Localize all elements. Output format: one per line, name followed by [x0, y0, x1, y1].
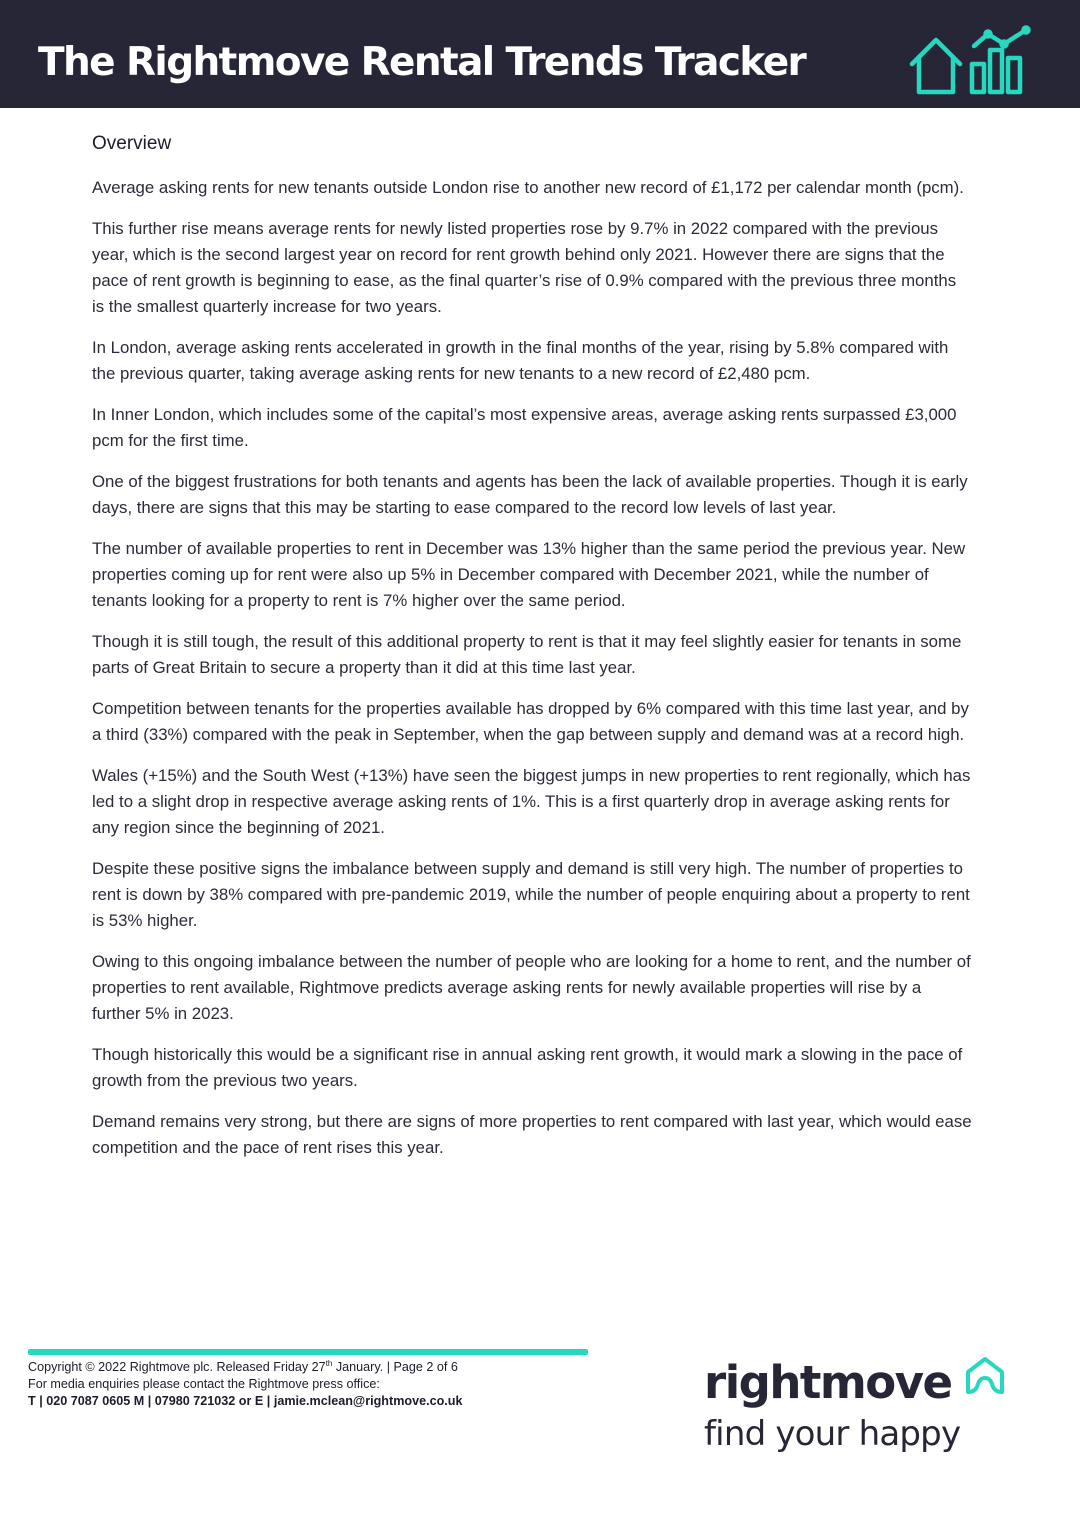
overview-paragraph: Despite these positive signs the imbalance between supply and demand is still very high. The number of properties to rent is down by 38% compared with pre-pandemic 2019, while the number of people enquiring about a property to rent is 53% higher.	[92, 858, 970, 931]
overview-heading: Overview	[92, 133, 172, 154]
overview-paragraph: Demand remains very strong, but there are signs of more properties to rent compared with last year, which would ease competition and the pace of rent rises this year.	[92, 1111, 972, 1158]
copyright-text: Copyright © 2022 Rightmove plc. Released Friday 27	[28, 1360, 326, 1374]
overview-paragraph: Though historically this would be a significant rise in annual asking rent growth, it would mark a slowing in the pace of growth from the previous two years.	[92, 1044, 963, 1091]
house-bar-chart-icon	[906, 20, 1036, 100]
overview-paragraph: In Inner London, which includes some of the capital’s most expensive areas, average asking rents surpassed £3,000 pcm for the first time.	[92, 404, 957, 451]
overview-paragraph: This further rise means average rents for newly listed properties rose by 9.7% in 2022 compared with the previous year, which is the second largest year on record for rent growth behind only 2021. However there are signs that the pace of rent growth is beginning to ease, as the final quarter’s rise of 0.9% compared with the previous three months is the smallest quarterly increase for two years.	[92, 218, 957, 317]
logo-tagline: find your happy	[704, 1414, 961, 1454]
footer-divider	[28, 1349, 588, 1355]
overview-paragraph: In London, average asking rents accelerated in growth in the final months of the year, rising by 5.8% compared with the previous quarter, taking average asking rents for new tenants to a new record of £2,480 pcm.	[92, 338, 949, 384]
date-suffix: th	[325, 1358, 333, 1368]
overview-paragraph: Owing to this ongoing imbalance between the number of people who are looking for a home to rent, and the number of properties to rent available, Rightmove predicts average asking rents for newly available properties will rise by a further 5% in 2023.	[92, 951, 971, 1024]
overview-paragraph: Competition between tenants for the properties available has dropped by 6% compared with this time last year, and by a third (33%) compared with the peak in September, when the gap between supply and demand was at a record high.	[92, 698, 969, 744]
rightmove-wordmark: rightmove	[704, 1356, 952, 1409]
press-contact-line: T | 020 7087 0605 M | 07980 721032 or E | jamie.mclean@rightmove.co.uk	[28, 1394, 463, 1408]
media-enquiries-line: For media enquiries please contact the Rightmove press office:	[28, 1377, 380, 1391]
header-banner	[0, 0, 1080, 108]
overview-paragraph: The number of available properties to rent in December was 13% higher than the same period the previous year. New properties coming up for rent were also up 5% in December compared with December 2021, while the number of tenants looking for a property to rent is 7% higher over the same period.	[92, 538, 966, 611]
overview-paragraph: Wales (+15%) and the South West (+13%) have seen the biggest jumps in new properties to rent regionally, which has led to a slight drop in respective average asking rents of 1%. This is a first quarterly drop in average asking rents for any region since the beginning of 2021.	[92, 765, 971, 838]
footer-info	[28, 1359, 648, 1410]
house-outline-icon	[962, 1354, 1008, 1396]
overview-paragraph: One of the biggest frustrations for both tenants and agents has been the lack of available properties. Though it is early days, there are signs that this may be starting to ease compared to the record low levels of last year.	[92, 471, 968, 518]
page-info: January. | Page 2 of 6	[332, 1360, 458, 1374]
copyright-line	[28, 1359, 648, 1376]
report-title: The Rightmove Rental Trends Tracker	[38, 40, 806, 85]
overview-paragraph: Though it is still tough, the result of this additional property to rent is that it may feel slightly easier for tenants in some parts of Great Britain to secure a property than it did at this time last year.	[92, 631, 962, 678]
overview-paragraph: Average asking rents for new tenants outside London rise to another new record of £1,172 per calendar month (pcm).	[92, 178, 964, 197]
overview-section	[92, 130, 972, 1176]
